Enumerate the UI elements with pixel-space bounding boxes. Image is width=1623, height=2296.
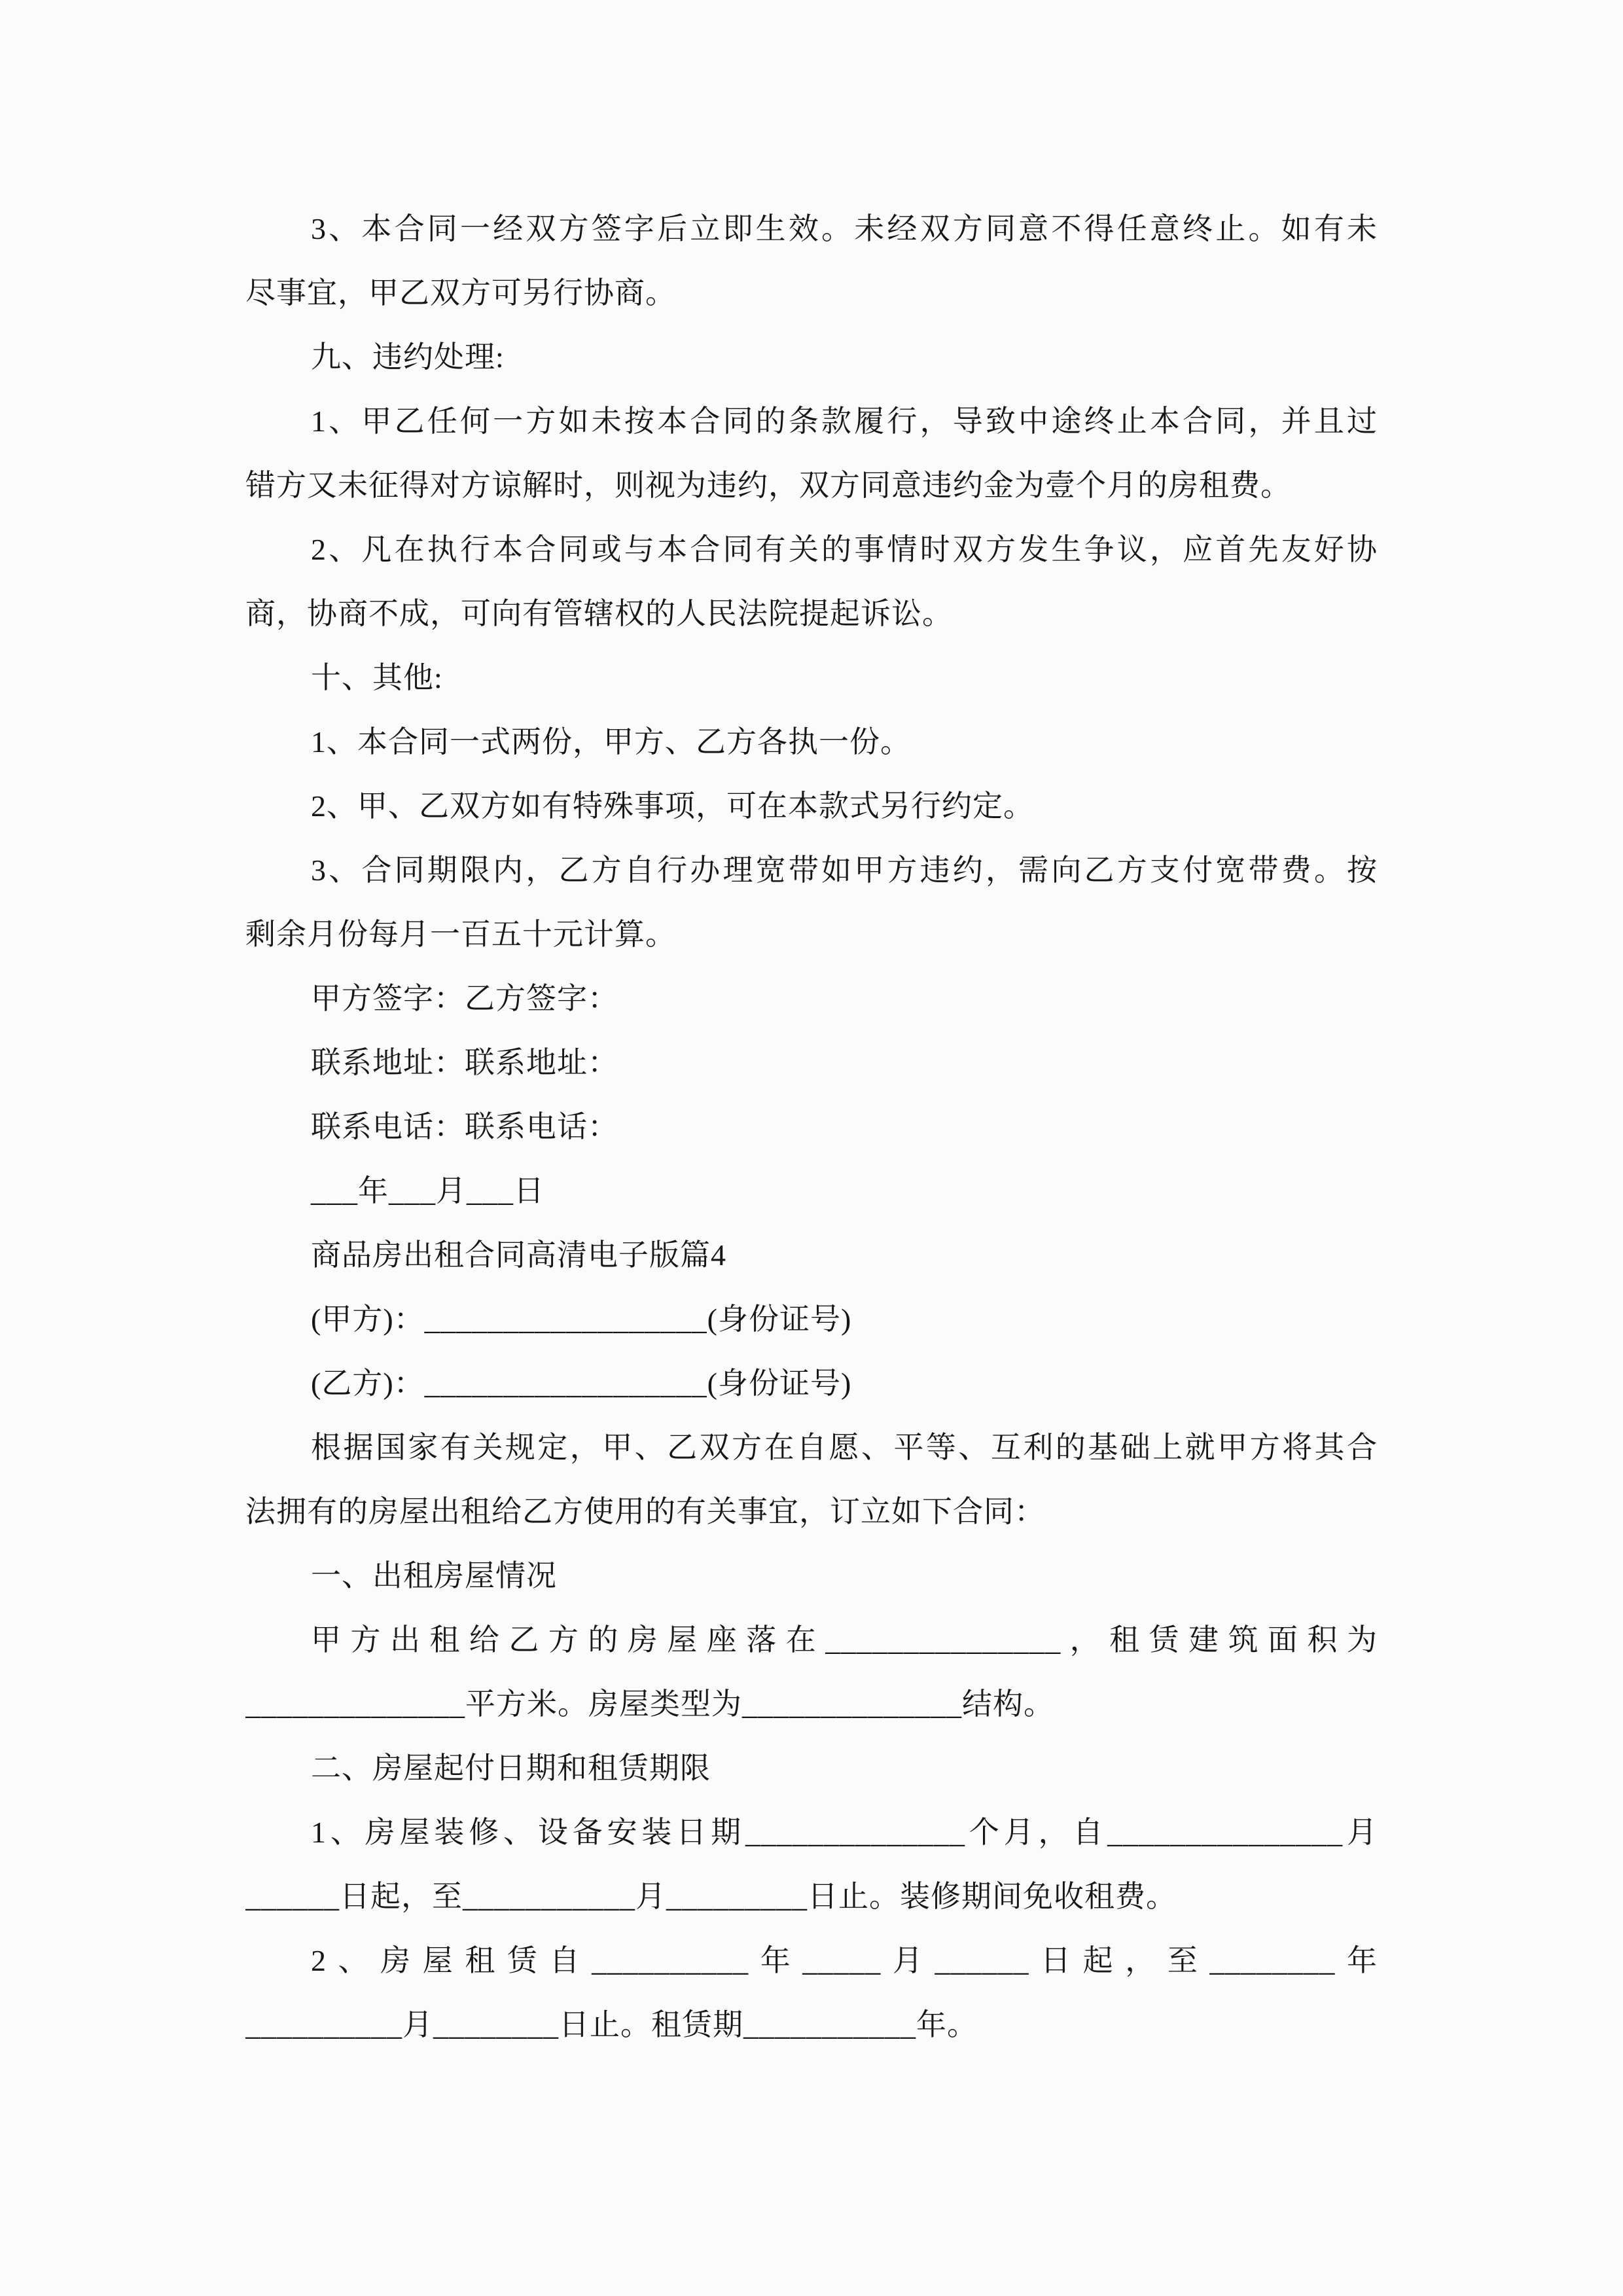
contract-line-15: 联系电话：联系电话： bbox=[311, 1110, 618, 1143]
contract-line-3: 九、违约处理: bbox=[311, 340, 505, 374]
contract-line-14: 联系地址：联系地址： bbox=[311, 1046, 618, 1079]
contract-line-13: 甲方签字：乙方签字： bbox=[311, 982, 618, 1015]
contract-line-18: (甲方)：__________________(身份证号) bbox=[311, 1302, 852, 1336]
contract-line-28: 2、房屋租赁自__________年_____月______日起，至________年 bbox=[311, 1944, 1378, 1977]
contract-line-5: 错方又未征得对方谅解时，则视为违约，双方同意违约金为壹个月的房租费。 bbox=[245, 469, 1291, 502]
contract-line-24: ______________平方米。房屋类型为______________结构。 bbox=[245, 1687, 1054, 1721]
contract-line-4: 1、甲乙任何一方如未按本合同的条款履行，导致中途终止本合同，并且过 bbox=[311, 404, 1378, 438]
contract-line-29: __________月________日止。租赁期___________年。 bbox=[245, 2008, 978, 2041]
contract-line-22: 一、出租房屋情况 bbox=[311, 1559, 557, 1592]
contract-line-8: 十、其他: bbox=[311, 661, 443, 694]
contract-line-27: ______日起，至___________月_________日止。装修期间免收租费。 bbox=[245, 1880, 1177, 1913]
contract-line-21: 法拥有的房屋出租给乙方使用的有关事宜，订立如下合同： bbox=[245, 1495, 1045, 1528]
contract-line-10: 2、甲、乙双方如有特殊事项，可在本款式另行约定。 bbox=[311, 789, 1034, 823]
contract-line-26: 1、房屋装修、设备安装日期______________个月，自_______________月 bbox=[311, 1816, 1378, 1849]
contract-line-9: 1、本合同一式两份，甲方、乙方各执一份。 bbox=[311, 725, 911, 759]
contract-line-6: 2、凡在执行本合同或与本合同有关的事情时双方发生争议，应首先友好协 bbox=[311, 533, 1378, 566]
contract-body bbox=[245, 197, 1378, 2057]
contract-line-11: 3、合同期限内，乙方自行办理宽带如甲方违约，需向乙方支付宽带费。按 bbox=[311, 853, 1378, 887]
contract-line-19: (乙方)：__________________(身份证号) bbox=[311, 1367, 852, 1400]
contract-line-12: 剩余月份每月一百五十元计算。 bbox=[245, 918, 676, 951]
contract-line-17: 商品房出租合同高清电子版篇4 bbox=[311, 1238, 726, 1272]
contract-line-1: 3、本合同一经双方签字后立即生效。未经双方同意不得任意终止。如有未 bbox=[311, 212, 1378, 245]
contract-line-2: 尽事宜，甲乙双方可另行协商。 bbox=[245, 276, 676, 310]
contract-line-20: 根据国家有关规定，甲、乙双方在自愿、平等、互利的基础上就甲方将其合 bbox=[311, 1431, 1378, 1464]
contract-line-25: 二、房屋起付日期和租赁期限 bbox=[311, 1751, 711, 1785]
contract-line-23: 甲方出租给乙方的房屋座落在_______________，租赁建筑面积为 bbox=[311, 1623, 1378, 1657]
contract-line-7: 商，协商不成，可向有管辖权的人民法院提起诉讼。 bbox=[245, 597, 953, 630]
contract-line-16: ___年___月___日 bbox=[311, 1174, 544, 1208]
